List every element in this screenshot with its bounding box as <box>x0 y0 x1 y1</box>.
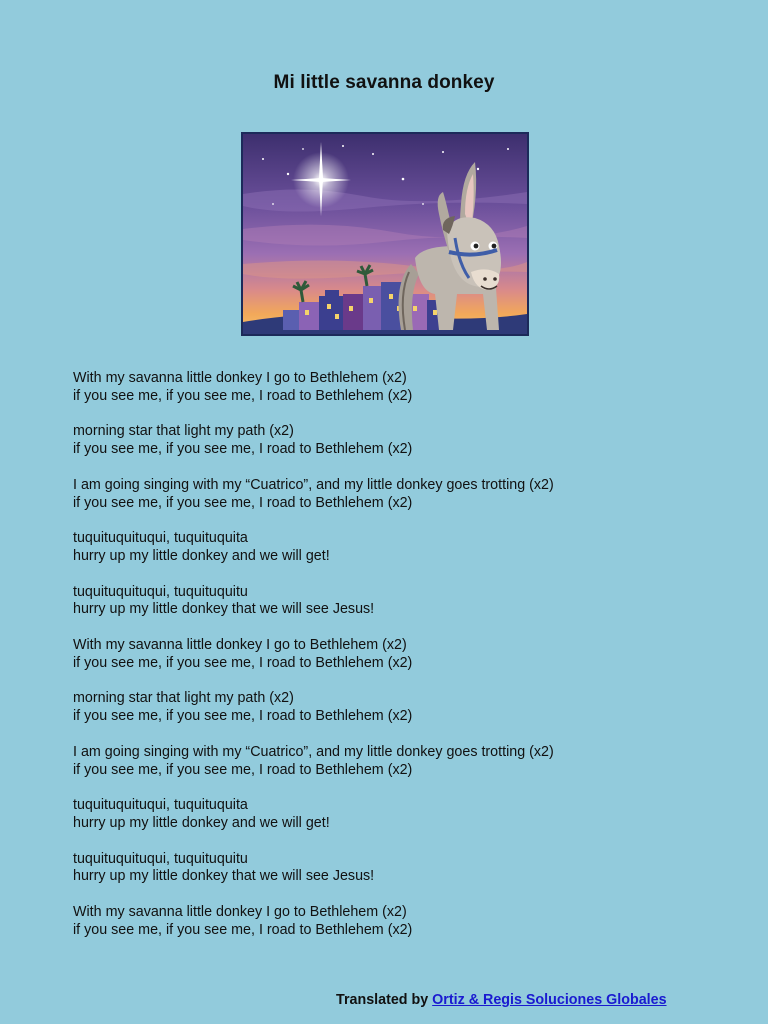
lyric-line: With my savanna little donkey I go to Bethlehem (x2) <box>73 370 407 386</box>
lyric-line: if you see me, if you see me, I road to Bethlehem (x2) <box>73 761 413 778</box>
stanza <box>73 904 733 939</box>
lyric-line: I am going singing with my “Cuatrico”, and my little donkey goes trotting (x2) <box>73 476 554 493</box>
lyric-line: With my savanna little donkey I go to Bethlehem (x2) <box>73 637 407 654</box>
stanza <box>73 851 733 886</box>
lyric-line: hurry up my little donkey and we will get! <box>73 814 330 831</box>
lyric-line: if you see me, if you see me, I road to Bethlehem (x2) <box>73 494 413 511</box>
lyric-line: morning star that light my path (x2) <box>73 690 294 707</box>
lyric-line: hurry up my little donkey that we will see Jesus! <box>73 868 375 885</box>
stanza <box>73 797 733 832</box>
lyric-line: tuquituquituqui, tuquituquitu <box>73 850 248 867</box>
page-title: Mi little savanna donkey <box>273 72 495 93</box>
lyric-line: if you see me, if you see me, I road to Bethlehem (x2) <box>73 921 413 938</box>
lyric-line: tuquituquituqui, tuquituquitu <box>73 583 248 600</box>
nativity-donkey-illustration <box>241 132 529 336</box>
lyric-line: tuquituquituqui, tuquituquita <box>73 530 248 547</box>
lyric-line: I am going singing with my “Cuatrico”, and my little donkey goes trotting (x2) <box>73 743 554 760</box>
translation-credit <box>336 992 667 1008</box>
lyric-line: if you see me, if you see me, I road to Bethlehem (x2) <box>73 708 413 725</box>
stanza <box>73 637 733 672</box>
lyric-line: tuquituquituqui, tuquituquita <box>73 797 248 814</box>
stanza <box>73 584 733 619</box>
stanza <box>73 744 733 779</box>
lyric-line: if you see me, if you see me, I road to Bethlehem (x2) <box>73 441 413 458</box>
stanza <box>73 530 733 565</box>
lyric-line: With my savanna little donkey I go to Bethlehem (x2) <box>73 904 407 921</box>
lyric-line: morning star that light my path (x2) <box>73 423 294 440</box>
stanza <box>73 423 733 458</box>
stanza <box>73 690 733 725</box>
lyric-line: if you see me, if you see me, I road to Bethlehem (x2) <box>73 654 413 671</box>
lyric-line: hurry up my little donkey that we will see Jesus! <box>73 601 375 618</box>
stanza <box>73 477 733 512</box>
lyric-line: if you see me, if you see me, I road to Bethlehem (x2) <box>73 387 413 404</box>
lyric-line: hurry up my little donkey and we will get! <box>73 547 330 564</box>
stanza <box>73 370 733 405</box>
lyrics <box>73 370 733 957</box>
credit-prefix: Translated by <box>336 992 429 1008</box>
translator-link[interactable]: Ortiz & Regis Soluciones Globales <box>432 992 667 1008</box>
